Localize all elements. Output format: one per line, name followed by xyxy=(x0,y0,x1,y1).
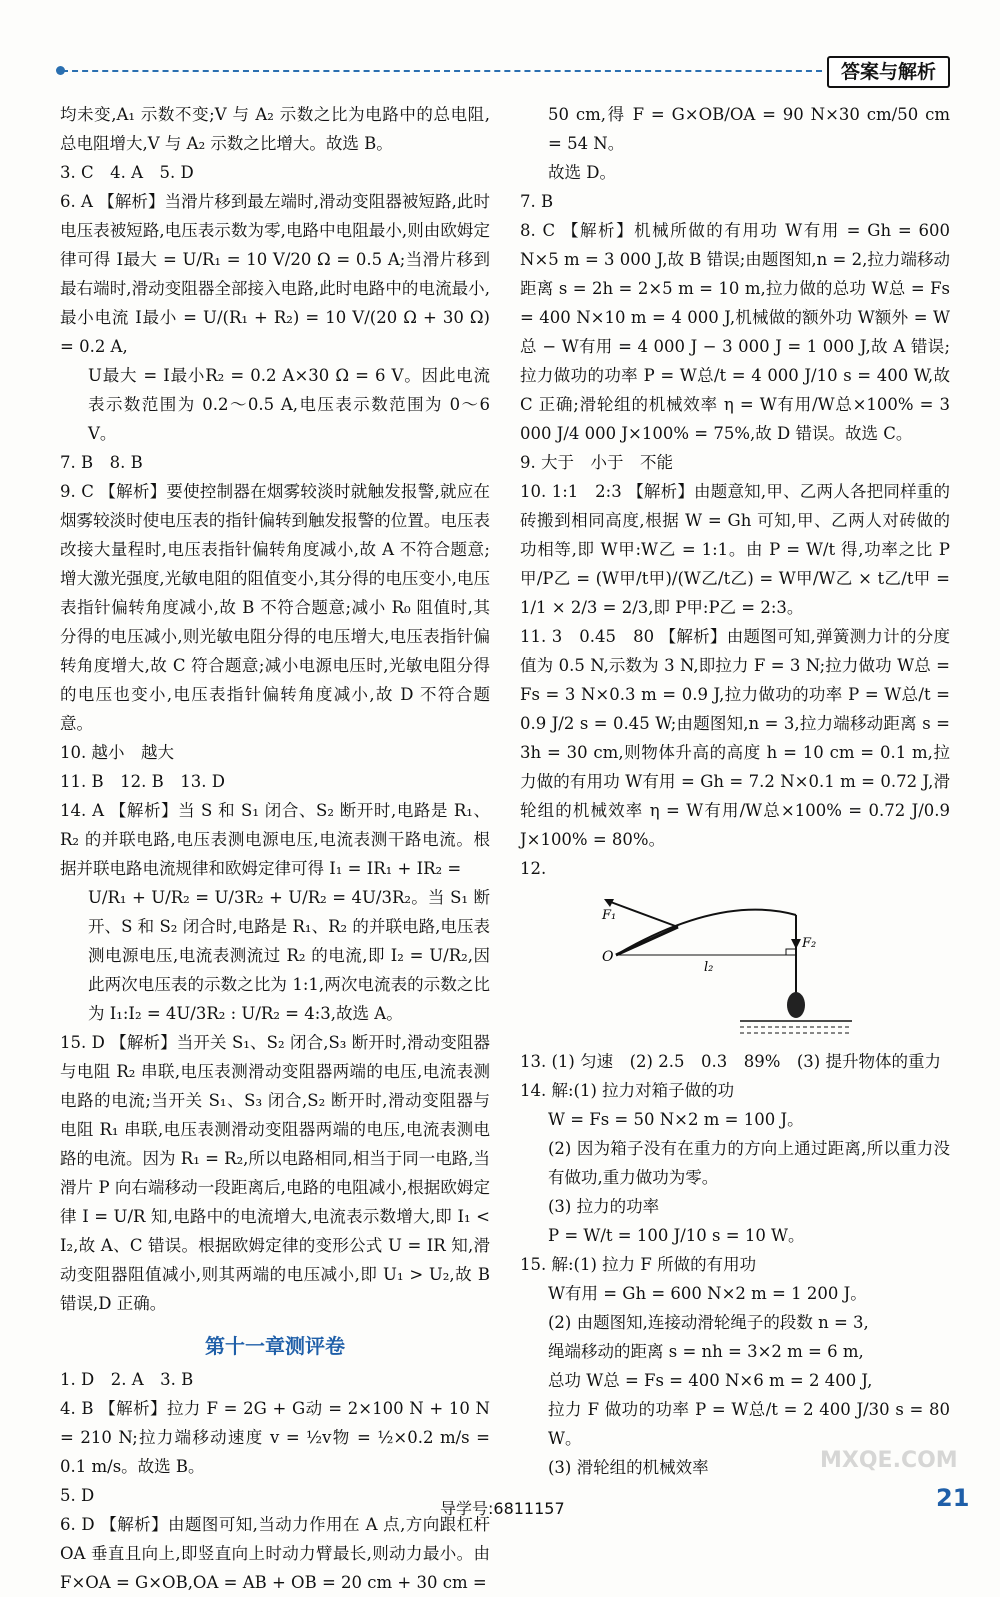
answer-line: P = W/t = 100 J/10 s = 10 W。 xyxy=(548,1226,805,1245)
answer-paragraph: 50 cm,得 F = G×OB/OA = 90 N×30 cm/50 cm = 54 N。 xyxy=(548,105,950,153)
answer-paragraph: 14. A 【解析】当 S 和 S₁ 闭合、S₂ 断开时,电路是 R₁、R₂ 的并联电路,电压表测电源电压,电流表测干路电流。根据并联电路电流规律和欧姆定律可得 I₁ = IR₁ + IR₂ = xyxy=(60,801,490,878)
watermark-text: MXQE.COM xyxy=(820,1448,958,1473)
answer-line: 15. 解:(1) 拉力 F 所做的有用功 xyxy=(520,1255,757,1274)
right-angle-mark xyxy=(786,949,796,955)
hanging-weight xyxy=(787,992,805,1018)
answer-line: 拉力 F 做功的功率 P = W总/t = 2 400 J/30 s = 80 W。 xyxy=(548,1400,950,1448)
label-l2: l₂ xyxy=(704,960,714,975)
answer-paragraph: 11. 3 0.45 80 【解析】由题图可知,弹簧测力计的分度值为 0.5 N,示数为 3 N,即拉力 F = 3 N;拉力做功 W总 = Fs = 3 N×0.3 m = 0.9 J,拉力做功的功率 P = W总/t = 0.9 J/2 s = 0.45 W;由题图知,n = 3,拉力端移动距离 s = 3h = 30 cm,则物体升高的高度 h = 10 cm = 0.1 m,拉力做的有用功 W有用 = Gh = 7.2 N×0.1 m = 0.72 J,滑轮组的机械效率 η = W有用/W总×100% = 0.72 J/0.9 J×100% = 80%。 xyxy=(520,627,950,849)
watermark-logo xyxy=(820,1448,970,1538)
answer-paragraph: (2) 因为箱子没有在重力的方向上通过距离,所以重力没有做功,重力做功为零。 xyxy=(548,1139,950,1187)
answer-paragraph: 15. D 【解析】当开关 S₁、S₂ 闭合,S₃ 断开时,滑动变阻器与电阻 R₂ 串联,电压表测滑动变阻器两端的电压,电流表测电路的电流;当开关 S₁、S₃ 闭合,S₂ 断开时,滑动变阻器与电阻 R₁ 串联,电压表测滑动变阻器两端的电压,电流表测电路的电流。因为 R₁ = R₂,所以电路相同,相当于同一电路,当滑片 P 向右端移动一段距离后,电路的电阻减小,根据欧姆定律 I = U/R 知,电路中的电流增大,电流表示数增大,即 I₁ < I₂,故 A、C 错误。根据欧姆定律的变形公式 U = IR 知,滑动变阻器阻值减小,则其两端的电压减小,即 U₁ > U₂,故 B 错误,D 正确。 xyxy=(60,1033,490,1313)
answer-paragraph: 9. C 【解析】要使控制器在烟雾较淡时就触发报警,就应在烟雾较淡时使电压表的指针偏转到触发报警的位置。电压表改接大量程时,电压表指针偏转角度减小,故 A 不符合题意;增大激光强度,光敏电阻的阻值变小,其分得的电压变小,电压表指针偏转角度减小,故 B 不符合题意;减小 R₀ 阻值时,其分得的电压减小,则光敏电阻分得的电压增大,电压表指针偏转角度增大,故 C 符合题意;减小电源电压时,光敏电阻分得的电压也变小,电压表指针偏转角度减小,故 D 不符合题意。 xyxy=(60,482,490,733)
answer-line: 5. D xyxy=(60,1486,95,1505)
answer-paragraph: 6. D 【解析】由题图可知,当动力作用在 A 点,方向跟杠杆 OA 垂直且向上,即竖直向上时动力臂最长,则动力最小。由 F×OA = G×OB,OA = AB + OB = 20 cm + 30 cm = xyxy=(60,1515,490,1592)
answer-paragraph: 均未变,A₁ 示数不变;V 与 A₂ 示数之比为电路中的总电阻,总电阻增大,V 与 A₂ 示数之比增大。故选 B。 xyxy=(60,105,490,153)
answer-line: 9. 大于 小于 不能 xyxy=(520,453,673,472)
header-dashed-line xyxy=(62,70,822,72)
answer-line: 故选 D。 xyxy=(548,163,616,182)
answer-line: W = Fs = 50 N×2 m = 100 J。 xyxy=(548,1110,804,1129)
answer-line: 绳端移动的距离 s = nh = 3×2 m = 6 m, xyxy=(548,1342,864,1361)
answer-paragraph: 4. B 【解析】拉力 F = 2G + G动 = 2×100 N + 10 N = 210 N;拉力端移动速度 v = ½v物 = ½×0.2 m/s = 0.1 m/s。故选 B。 xyxy=(60,1399,490,1476)
footer-code: 导学号:6811157 xyxy=(440,1499,565,1518)
answer-line: 10. 越小 越大 xyxy=(60,743,174,762)
answer-paragraph: U最大 = I最小R₂ = 0.2 A×30 Ω = 6 V。因此电流表示数范围为 0.2～0.5 A,电压表示数范围为 0～6 V。 xyxy=(88,366,490,443)
right-column xyxy=(520,100,950,1482)
force-f2-arrowhead xyxy=(791,939,801,949)
answer-line: 7. B xyxy=(520,192,554,211)
page-number: 21 xyxy=(936,1484,970,1512)
chapter-title: 第十一章测评卷 xyxy=(205,1334,345,1358)
answer-line: 1. D 2. A 3. B xyxy=(60,1370,194,1389)
answer-line: (2) 由题图知,连接动滑轮绳子的段数 n = 3, xyxy=(548,1313,869,1332)
answer-line: 7. B 8. B xyxy=(60,453,143,472)
answer-line: 总功 W总 = Fs = 400 N×6 m = 2 400 J, xyxy=(548,1371,873,1390)
answer-paragraph: 10. 1:1 2:3 【解析】由题意知,甲、乙两人各把同样重的砖搬到相同高度,根据 W = Gh 可知,甲、乙两人对砖做的功相等,即 W甲:W乙 = 1:1。由 P = W/t 得,功率之比 P甲/P乙 = (W甲/t甲)/(W乙/t乙) = W甲/W乙 × t乙/t甲 = 1/1 × 2/3 = 2/3,即 P甲:P乙 = 2:3。 xyxy=(520,482,950,617)
answer-line: (3) 滑轮组的机械效率 xyxy=(548,1458,709,1477)
answer-line: 13. (1) 匀速 (2) 2.5 0.3 89% (3) 提升物体的重力 xyxy=(520,1052,941,1071)
answer-line: 11. B 12. B 13. D xyxy=(60,772,225,791)
force-f1-arrow xyxy=(608,901,678,927)
answer-paragraph: 8. C 【解析】机械所做的有用功 W有用 = Gh = 600 N×5 m = 3 000 J,故 B 错误;由题图知,n = 2,拉力端移动距离 s = 2h = 2×5 m = 10 m,拉力做的总功 W总 = Fs = 400 N×10 m = 4 000 J,机械做的额外功 W额外 = W总 − W有用 = 4 000 J − 3 000 J = 1 000 J,故 A 错误;拉力做功的功率 P = W总/t = 4 000 J/10 s = 400 W,故 C 正确;滑轮组的机械效率 η = W有用/W总×100% = 3 000 J/4 000 J×100% = 75%,故 D 错误。故选 C。 xyxy=(520,221,950,443)
answer-line: 3. C 4. A 5. D xyxy=(60,163,194,182)
answer-paragraph: U/R₁ + U/R₂ = U/3R₂ + U/R₂ = 4U/3R₂。当 S₁ 断开、S 和 S₂ 闭合时,电路是 R₁、R₂ 的并联电路,电压表测电源电压,电流表测流过 R₂ 的电流,即 I₂ = U/R₂,因此两次电压表的示数之比为 1:1,两次电流表的示数之比为 I₁:I₂ = 4U/3R₂ : U/R₂ = 4:3,故选 A。 xyxy=(88,888,490,1023)
label-f1: F₁ xyxy=(602,908,617,923)
answer-line: 12. xyxy=(520,859,547,878)
answer-line: W有用 = Gh = 600 N×2 m = 1 200 J。 xyxy=(548,1284,867,1303)
label-o: O xyxy=(602,949,614,965)
lever-arc xyxy=(616,910,796,955)
answer-line: 14. 解:(1) 拉力对箱子做的功 xyxy=(520,1081,735,1100)
lever-diagram xyxy=(600,889,860,1039)
header-tag: 答案与解析 xyxy=(827,56,950,88)
answer-paragraph: 6. A 【解析】当滑片移到最左端时,滑动变阻器被短路,此时电压表被短路,电压表示数为零,电路中电阻最小,则由欧姆定律可得 I最大 = U/R₁ = 10 V/20 Ω = 0.5 A;当滑片移到最右端时,滑动变阻器全部接入电路,此时电路中的电流最小,最小电流 I最小 = U/(R₁ + R₂) = 10 V/(20 Ω + 30 Ω) = 0.2 A, xyxy=(60,192,490,356)
lever-figure xyxy=(600,889,950,1043)
label-f2: F₂ xyxy=(802,936,817,951)
left-column xyxy=(60,100,490,1597)
answer-line: (3) 拉力的功率 xyxy=(548,1197,660,1216)
